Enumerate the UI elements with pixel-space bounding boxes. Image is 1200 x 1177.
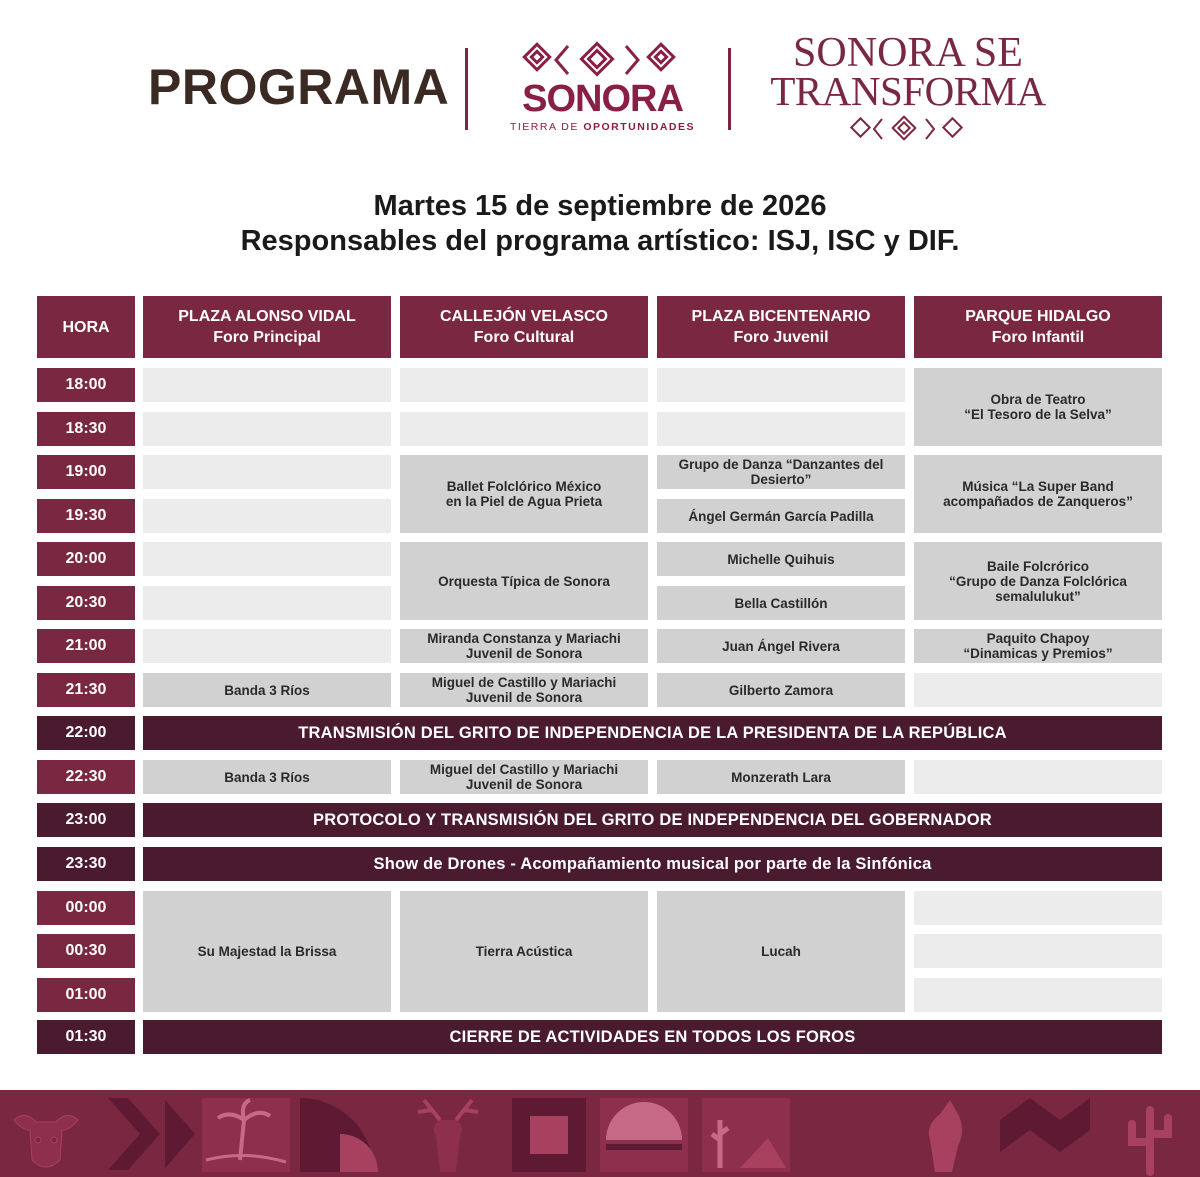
bull-icon bbox=[14, 1115, 78, 1167]
time-slot: 22:30 bbox=[37, 760, 135, 794]
empty-slot bbox=[143, 499, 391, 533]
empty-slot bbox=[143, 542, 391, 576]
event-cell: Gilberto Zamora bbox=[657, 673, 905, 707]
empty-slot bbox=[143, 412, 391, 446]
time-slot: 23:30 bbox=[37, 847, 135, 881]
slogan-line-1: SONORA SE bbox=[793, 30, 1023, 76]
event-cell: Grupo de Danza “Danzantes del Desierto” bbox=[657, 455, 905, 489]
time-slot: 01:30 bbox=[37, 1020, 135, 1054]
empty-slot bbox=[400, 368, 648, 402]
time-slot: 00:30 bbox=[37, 934, 135, 968]
empty-slot bbox=[143, 586, 391, 620]
zigzag-icon bbox=[1000, 1098, 1090, 1152]
column-header-hora: HORA bbox=[37, 296, 135, 358]
event-cell: Ballet Folclórico México en la Piel de Agua Prieta bbox=[400, 455, 648, 533]
event-cell: Bella Castillón bbox=[657, 586, 905, 620]
event-cell: Baile Folcrórico “Grupo de Danza Folclórica semalulukut” bbox=[914, 542, 1162, 620]
event-cell: Orquesta Típica de Sonora bbox=[400, 542, 648, 620]
event-cell: Miranda Constanza y Mariachi Juvenil de Sonora bbox=[400, 629, 648, 663]
event-cell: Juan Ángel Rivera bbox=[657, 629, 905, 663]
column-header-plaza-bicentenario: PLAZA BICENTENARIO Foro Juvenil bbox=[657, 296, 905, 358]
square-frame-icon bbox=[512, 1098, 586, 1172]
time-slot: 19:30 bbox=[37, 499, 135, 533]
half-circle-icon bbox=[600, 1098, 688, 1172]
empty-slot bbox=[143, 368, 391, 402]
event-cell: Paquito Chapoy “Dinamicas y Premios” bbox=[914, 629, 1162, 663]
time-slot: 20:30 bbox=[37, 586, 135, 620]
time-slot: 01:00 bbox=[37, 978, 135, 1012]
event-cell: Tierra Acústica bbox=[400, 891, 648, 1012]
event-cell: Lucah bbox=[657, 891, 905, 1012]
time-slot: 19:00 bbox=[37, 455, 135, 489]
event-cell: Monzerath Lara bbox=[657, 760, 905, 794]
time-slot: 18:00 bbox=[37, 368, 135, 402]
banner-grito-presidenta: TRANSMISIÓN DEL GRITO DE INDEPENDENCIA DE LA PRESIDENTA DE LA REPÚBLICA bbox=[143, 716, 1162, 750]
event-cell: Miguel del Castillo y Mariachi Juvenil de Sonora bbox=[400, 760, 648, 794]
empty-slot bbox=[914, 673, 1162, 707]
header-divider bbox=[728, 48, 731, 130]
saguaro-icon bbox=[1132, 1110, 1168, 1172]
time-slot: 00:00 bbox=[37, 891, 135, 925]
programa-title: PROGRAMA bbox=[148, 59, 450, 115]
time-slot: 23:00 bbox=[37, 803, 135, 837]
quarter-circle-icon bbox=[300, 1098, 378, 1172]
slogan-line-2: TRANSFORMA bbox=[770, 68, 1046, 114]
coyote-icon bbox=[800, 1098, 980, 1172]
column-header-callejon-velasco: CALLEJÓN VELASCO Foro Cultural bbox=[400, 296, 648, 358]
empty-slot bbox=[914, 760, 1162, 794]
column-header-parque-hidalgo: PARQUE HIDALGO Foro Infantil bbox=[914, 296, 1162, 358]
event-cell: Banda 3 Ríos bbox=[143, 673, 391, 707]
time-slot: 18:30 bbox=[37, 412, 135, 446]
logo-ornament-icon bbox=[520, 40, 685, 80]
event-cell: Banda 3 Ríos bbox=[143, 760, 391, 794]
palm-beach-icon bbox=[202, 1098, 290, 1172]
event-date: Martes 15 de septiembre de 2026 bbox=[373, 190, 827, 222]
event-cell: Miguel de Castillo y Mariachi Juvenil de Sonora bbox=[400, 673, 648, 707]
banner-cierre: CIERRE DE ACTIVIDADES EN TODOS LOS FOROS bbox=[143, 1020, 1162, 1054]
empty-slot bbox=[914, 934, 1162, 968]
responsables-line: Responsables del programa artístico: ISJ, ISC y DIF. bbox=[240, 225, 960, 257]
column-header-plaza-alonso-vidal: PLAZA ALONSO VIDAL Foro Principal bbox=[143, 296, 391, 358]
event-cell: Obra de Teatro “El Tesoro de la Selva” bbox=[914, 368, 1162, 446]
empty-slot bbox=[400, 412, 648, 446]
time-slot: 21:00 bbox=[37, 629, 135, 663]
deer-icon bbox=[418, 1100, 478, 1172]
footer-decoration bbox=[0, 1090, 1200, 1177]
banner-grito-gobernador: PROTOCOLO Y TRANSMISIÓN DEL GRITO DE INDEPENDENCIA DEL GOBERNADOR bbox=[143, 803, 1162, 837]
event-cell: Música “La Super Band acompañados de Zanqueros” bbox=[914, 455, 1162, 533]
empty-slot bbox=[914, 891, 1162, 925]
slogan-ornament-icon bbox=[848, 115, 968, 143]
time-slot: 22:00 bbox=[37, 716, 135, 750]
empty-slot bbox=[914, 978, 1162, 1012]
time-slot: 21:30 bbox=[37, 673, 135, 707]
event-cell: Michelle Quihuis bbox=[657, 542, 905, 576]
empty-slot bbox=[657, 368, 905, 402]
header-divider bbox=[465, 48, 468, 130]
sonora-logo-tagline: TIERRA DE OPORTUNIDADES bbox=[509, 121, 696, 133]
empty-slot bbox=[143, 629, 391, 663]
banner-show-drones: Show de Drones - Acompañamiento musical por parte de la Sinfónica bbox=[143, 847, 1162, 881]
empty-slot bbox=[657, 412, 905, 446]
empty-slot bbox=[143, 455, 391, 489]
cactus-landscape-icon bbox=[702, 1098, 790, 1172]
event-cell: Su Majestad la Brissa bbox=[143, 891, 391, 1012]
event-cell: Ángel Germán García Padilla bbox=[657, 499, 905, 533]
chevron-shape-icon bbox=[108, 1098, 195, 1170]
time-slot: 20:00 bbox=[37, 542, 135, 576]
sonora-logo-word: SONORA bbox=[522, 78, 683, 120]
